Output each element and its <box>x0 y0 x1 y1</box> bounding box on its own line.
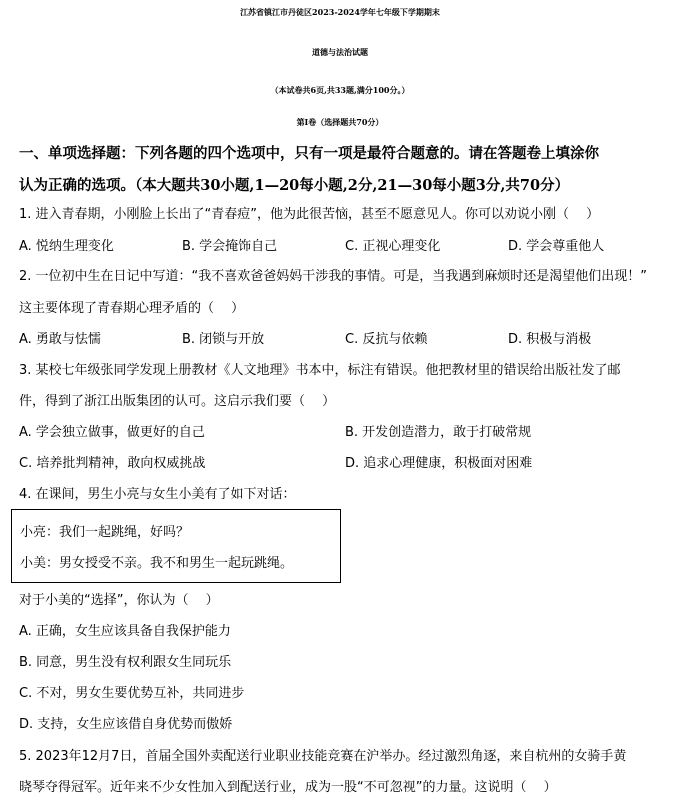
question-3-stem-line-1: 3. 某校七年级张同学发现上册教材《人文地理》书本中，标注有错误。他把教材里的错误给出版社发了邮 <box>19 363 621 378</box>
question-1-option-d: D. 学会尊重他人 <box>508 239 605 254</box>
question-4-follow-up: 对于小美的“选择”，你认为（ ） <box>19 593 219 608</box>
question-2-option-d: D. 积极与消极 <box>508 332 592 347</box>
question-1-option-a: A. 悦纳生理变化 <box>19 239 114 254</box>
question-4-option-c: C. 不对，男女生要优势互补，共同进步 <box>19 686 245 701</box>
question-3-option-d: D. 追求心理健康，积极面对困难 <box>345 456 533 471</box>
question-2-option-c: C. 反抗与依赖 <box>345 332 428 347</box>
question-4-dialog-box <box>11 509 341 583</box>
dialog-line-xiaomei: 小美：男女授受不亲。我不和男生一起玩跳绳。 <box>20 556 294 571</box>
question-5-stem-line-2: 晓琴夺得冠军。近年来不少女性加入到配送行业，成为一股“不可忽视”的力量。这说明（ ） <box>19 780 557 795</box>
question-4-option-d: D. 支持，女生应该借自身优势而傲娇 <box>19 717 233 732</box>
volume-heading: 第Ⅰ卷（选择题共70分） <box>296 117 384 127</box>
question-4-stem: 4. 在课间，男生小亮与女生小美有了如下对话： <box>19 487 296 502</box>
question-4-option-b: B. 同意，男生没有权利跟女生同玩乐 <box>19 655 232 670</box>
question-2-option-a: A. 勇敢与怯懦 <box>19 332 101 347</box>
question-1-option-c: C. 正视心理变化 <box>345 239 441 254</box>
section-instruction-line-1: 一、单项选择题：下列各题的四个选项中，只有一项是最符合题意的。请在答题卷上填涂你 <box>19 145 599 162</box>
question-4-option-a: A. 正确，女生应该具备自我保护能力 <box>19 624 231 639</box>
question-3-option-a: A. 学会独立做事，做更好的自己 <box>19 425 205 440</box>
exam-subject: 道德与法治试题 <box>312 47 368 57</box>
question-2-stem-line-2: 这主要体现了青春期心理矛盾的（ ） <box>19 301 245 316</box>
question-1-stem: 1. 进入青春期，小刚脸上长出了“青春痘”，他为此很苦恼，甚至不愿意见人。你可以劝说小刚（ ） <box>19 207 600 222</box>
dialog-line-xiaoliang: 小亮：我们一起跳绳，好吗？ <box>20 525 190 540</box>
section-instruction-line-2: 认为正确的选项。（本大题共30小题,1—20每小题,2分,21—30每小题3分,共70分） <box>19 177 570 194</box>
question-3-stem-line-2: 件，得到了浙江出版集团的认可。这启示我们要（ ） <box>19 394 336 409</box>
question-5-stem-line-1: 5. 2023年12月7日，首届全国外卖配送行业职业技能竞赛在沪举办。经过激烈角逐，来自杭州的女骑手黄 <box>19 749 627 764</box>
question-2-stem-line-1: 2. 一位初中生在日记中写道：“我不喜欢爸爸妈妈干涉我的事情。可是，当我遇到麻烦时还是渴望他们出现！” <box>19 269 648 284</box>
question-3-option-b: B. 开发创造潜力，敢于打破常规 <box>345 425 532 440</box>
question-2-option-b: B. 闭锁与开放 <box>182 332 265 347</box>
question-3-option-c: C. 培养批判精神，敢向权威挑战 <box>19 456 206 471</box>
question-1-option-b: B. 学会掩饰自己 <box>182 239 278 254</box>
exam-note: （本试卷共6页,共33题,满分100分。） <box>270 85 410 95</box>
exam-title: 江苏省镇江市丹徒区2023-2024学年七年级下学期期末 <box>240 7 440 17</box>
